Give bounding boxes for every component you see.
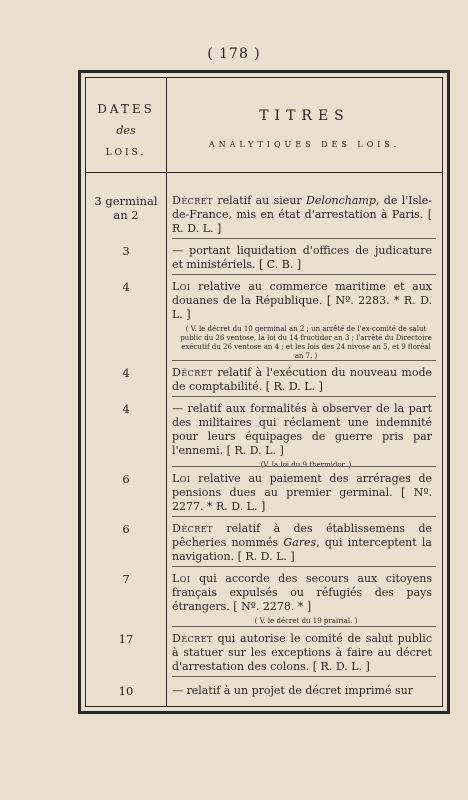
entry-text	[172, 280, 432, 363]
entry-date: 7	[122, 572, 130, 586]
page-number: ( 178 )	[207, 46, 261, 62]
entry-text	[172, 366, 432, 394]
entry-separator	[172, 626, 436, 627]
entry-note: (V. la loi du 9 thermidor. )	[260, 461, 352, 469]
entry-text	[172, 244, 432, 272]
entry-text-part: relatif à des établissemens de pêcheries nommés	[172, 522, 432, 549]
entry-date: 4	[122, 402, 130, 416]
entry-separator	[172, 516, 436, 517]
entry-date: 6	[122, 472, 130, 486]
entry-type: Décret	[172, 632, 213, 645]
entry-text-part: qui accorde des secours aux citoyens français expulsés ou réfugiés des pays étrangers. [ Nº. 2278. * ]	[172, 572, 432, 613]
entry-text-part: relative au paiement des arrérages de pensions dues au premier germinal. [ Nº. 2277. * R. D. L. ]	[172, 472, 432, 513]
entry-text-part: relative au commerce maritime et aux douanes de la République. [ Nº. 2283. * R. D. L. ]	[172, 280, 432, 321]
entry-text	[172, 684, 432, 698]
titles-header-subtitle: ANALYTIQUES DES LOIS.	[208, 140, 401, 149]
entry-text	[172, 402, 432, 472]
entry-text-part: , de l'Isle-de-France, mis en état d'arrestation à Paris. [ R. D. L. ]	[172, 194, 432, 235]
entry-text-part: — portant liquidation d'offices de judicature et ministériels. [ C. B. ]	[172, 244, 432, 271]
entry-text-part: — relatif aux formalités à observer de la part des militaires qui réclament une indemnité pour leurs équipages de guerre pris par l'ennemi. [ R. D. L. ]	[172, 402, 432, 457]
dates-header-lois: LOIS.	[105, 148, 147, 158]
entry-date: 3 germinal an 2	[94, 194, 158, 222]
entry-type: Loi	[172, 472, 191, 485]
entry-separator	[172, 676, 436, 677]
titles-header-title: TITRES	[259, 108, 350, 124]
entry-separator	[172, 396, 436, 397]
entry-text	[172, 194, 432, 236]
entry-date: 6	[122, 522, 130, 536]
header-rule	[86, 172, 442, 173]
entry-text	[172, 522, 432, 564]
entry-separator	[172, 274, 436, 275]
entry-separator	[172, 566, 436, 567]
entry-note: ( V. le décret du 10 germinal an 2 ; un arrêté de l'ex-comité de salut public du 26 ventose, la loi du 14 fructidor an 3 ; l'arrêté du Directoire exécutif du 26 ventose an 4 ; et les lois des 24 nivose an 5, et 9 floréal an 7. )	[180, 325, 432, 360]
table-frame	[78, 70, 450, 714]
dates-header-des: des	[116, 124, 136, 137]
titles-column-header	[167, 108, 442, 149]
entry-text-part: qui autorise le comité de salut public à statuer sur les exceptions à faire au décret d'arrestation des colons. [ R. D. L. ]	[172, 632, 432, 673]
entry-separator	[172, 238, 436, 239]
entry-type: Loi	[172, 572, 191, 585]
entry-date: 4	[122, 280, 130, 294]
entry-separator	[172, 360, 436, 361]
entry-text-part: relatif à l'exécution du nouveau mode de comptabilité. [ R. D. L. ]	[172, 366, 432, 393]
entry-date: 4	[122, 366, 130, 380]
entry-text-part: relatif au sieur	[212, 194, 307, 207]
dates-header-title: DATES	[97, 102, 155, 116]
entry-text	[172, 472, 432, 514]
entry-text	[172, 572, 432, 628]
entry-date: 10	[118, 684, 134, 698]
entry-type: Loi	[172, 280, 191, 293]
entry-text-part: , qui interceptent la navigation. [ R. D. L. ]	[172, 536, 432, 563]
entry-date: 3	[122, 244, 130, 258]
dates-column-header	[86, 98, 166, 164]
entry-text-part: — relatif à un projet de décret imprimé sur	[172, 684, 413, 697]
entry-date: 17	[118, 632, 134, 646]
entry-note: ( V. le décret du 19 prairial. )	[254, 617, 358, 625]
entry-type: Décret	[172, 522, 213, 535]
entry-type: Décret	[172, 194, 213, 207]
entry-separator	[172, 466, 436, 467]
entry-person-name: Delonchamp	[306, 194, 376, 207]
entry-type: Décret	[172, 366, 213, 379]
entry-text	[172, 632, 432, 674]
table-inner	[85, 77, 443, 707]
entry-place-name: Gares	[283, 536, 317, 549]
